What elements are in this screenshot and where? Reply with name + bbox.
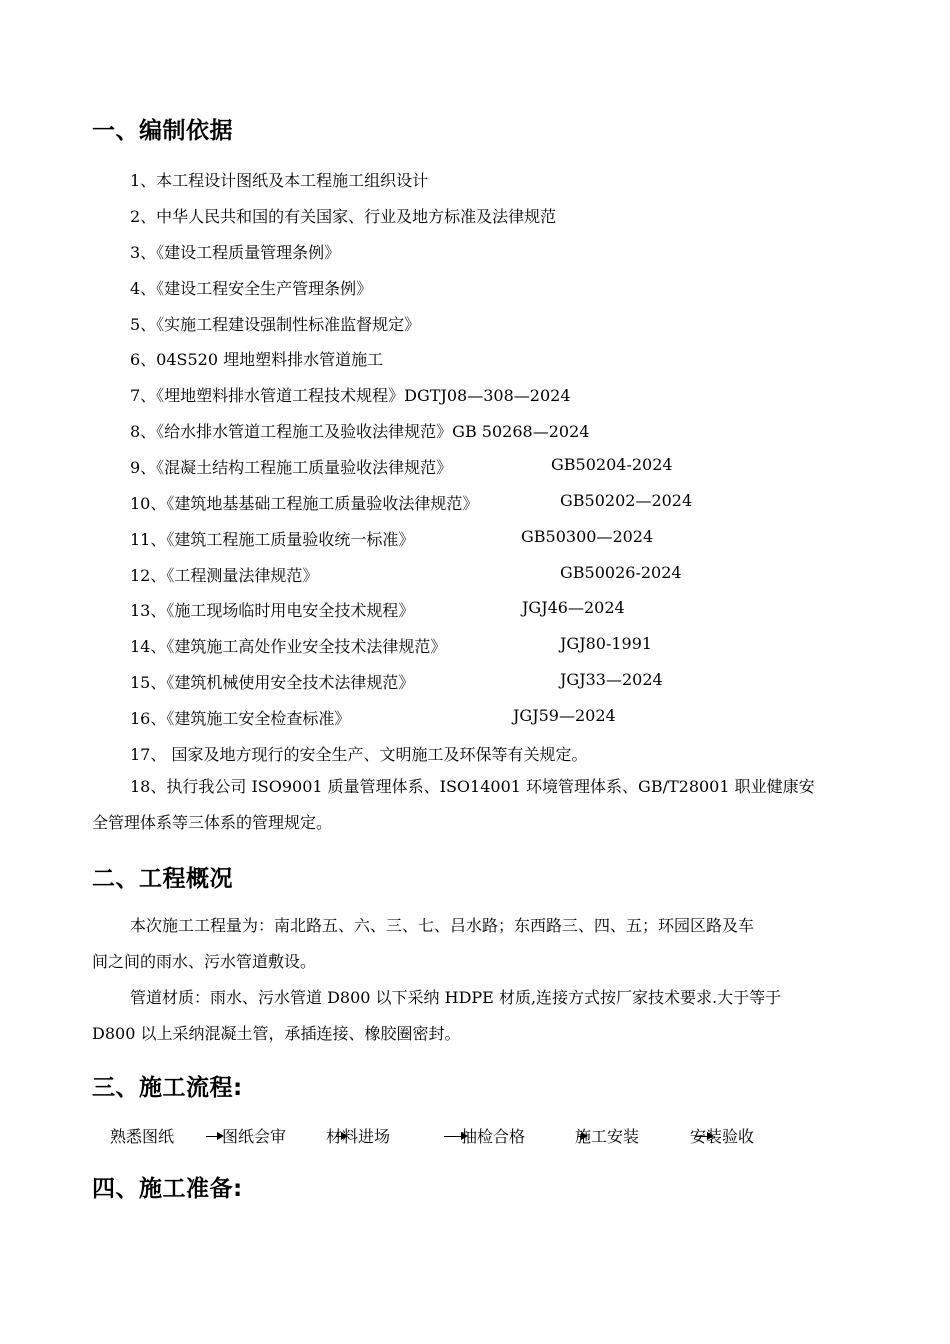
section-heading-preparation: 四、施工准备:	[92, 1176, 243, 1202]
basis-item-text: 8、《给水排水管道工程施工及验收法律规范》GB 50268—2024	[130, 422, 590, 441]
section-heading-basis: 一、编制依据	[92, 118, 233, 144]
basis-item-9	[130, 455, 673, 478]
basis-item-standard: JGJ80-1991	[560, 634, 653, 653]
basis-item-standard: JGJ59—2024	[513, 706, 616, 725]
basis-item-18-line1: 18、执行我公司 ISO9001 质量管理体系、ISO14001 环境管理体系、GB/T28001 职业健康安	[130, 777, 815, 796]
basis-item-text: 9、《混凝土结构工程施工质量验收法律规范》	[130, 458, 453, 477]
flow-step: 安装验收	[690, 1127, 755, 1146]
basis-item-standard: GB50204-2024	[551, 455, 673, 474]
basis-item-text: 14、《建筑施工高处作业安全技术法律规范》	[130, 637, 447, 656]
basis-item-12	[130, 563, 682, 586]
basis-item-6	[130, 347, 383, 370]
basis-item-text: 6、04S520 埋地塑料排水管道施工	[130, 350, 384, 369]
overview-paragraph-quantity	[92, 908, 884, 980]
basis-item-standard: JGJ33—2024	[560, 670, 663, 689]
basis-item-text: 13、《施工现场临时用电安全技术规程》	[130, 601, 415, 620]
basis-item-8	[130, 419, 589, 442]
basis-item-standard: JGJ46—2024	[522, 598, 625, 617]
basis-item-text: 11、《建筑工程施工质量验收统一标准》	[130, 530, 415, 549]
basis-item-16	[130, 706, 616, 729]
basis-item-17	[130, 742, 587, 765]
basis-item-1	[130, 168, 428, 191]
basis-item-15	[130, 670, 663, 693]
basis-item-11	[130, 527, 654, 550]
basis-item-14	[130, 634, 653, 657]
arrow-right-icon	[206, 1136, 220, 1137]
basis-item-text: 7、《埋地塑料排水管道工程技术规程》DGTJ08—308—2024	[130, 386, 571, 405]
basis-item-2	[130, 204, 556, 227]
flow-step: 抽检合格	[461, 1127, 526, 1146]
flow-step: 材料进场	[326, 1127, 391, 1146]
overview-quantity-line1: 本次施工工程量为：南北路五、六、三、七、吕水路；东西路三、四、五；环园区路及车	[130, 916, 755, 935]
basis-item-7	[130, 383, 571, 406]
basis-item-text: 10、《建筑地基基础工程施工质量验收法律规范》	[130, 494, 479, 513]
basis-item-10	[130, 491, 693, 514]
basis-item-text: 15、《建筑机械使用安全技术法律规范》	[130, 673, 415, 692]
overview-paragraph-material	[92, 980, 884, 1052]
section-heading-overview: 二、工程概况	[92, 866, 233, 892]
basis-item-18-line2: 全管理体系等三体系的管理规定。	[92, 813, 333, 832]
basis-item-4	[130, 276, 372, 299]
flow-step: 熟悉图纸	[110, 1127, 175, 1146]
basis-item-text: 17、 国家及地方现行的安全生产、文明施工及环保等有关规定。	[130, 745, 588, 764]
basis-item-text: 2、中华人民共和国的有关国家、行业及地方标准及法律规范	[130, 207, 557, 226]
basis-item-standard: GB50202—2024	[560, 491, 693, 510]
basis-item-text: 12、《工程测量法律规范》	[130, 566, 319, 585]
basis-item-text: 5、《实施工程建设强制性标准监督规定》	[130, 315, 421, 334]
section-heading-process: 三、施工流程:	[92, 1075, 243, 1101]
flow-step: 施工安装	[575, 1127, 640, 1146]
basis-item-3	[130, 240, 340, 263]
basis-item-13	[130, 598, 625, 621]
overview-material-line1: 管道材质：雨水、污水管道 D800 以下采纳 HDPE 材质,连接方式按厂家技术要求.大于等于	[130, 988, 782, 1007]
basis-item-text: 1、本工程设计图纸及本工程施工组织设计	[130, 171, 429, 190]
basis-item-text: 4、《建设工程安全生产管理条例》	[130, 279, 373, 298]
basis-item-5	[130, 312, 420, 335]
overview-material-line2: D800 以上采纳混凝土管，承插连接、橡胶圈密封。	[92, 1024, 461, 1043]
basis-item-text: 16、《建筑施工安全检查标准》	[130, 709, 351, 728]
basis-item-standard: GB50026-2024	[560, 563, 682, 582]
flow-step: 图纸会审	[222, 1127, 287, 1146]
basis-item-18	[92, 769, 884, 841]
overview-quantity-line2: 间之间的雨水、污水管道敷设。	[92, 952, 317, 971]
basis-item-standard: GB50300—2024	[521, 527, 654, 546]
basis-item-text: 3、《建设工程质量管理条例》	[130, 243, 341, 262]
